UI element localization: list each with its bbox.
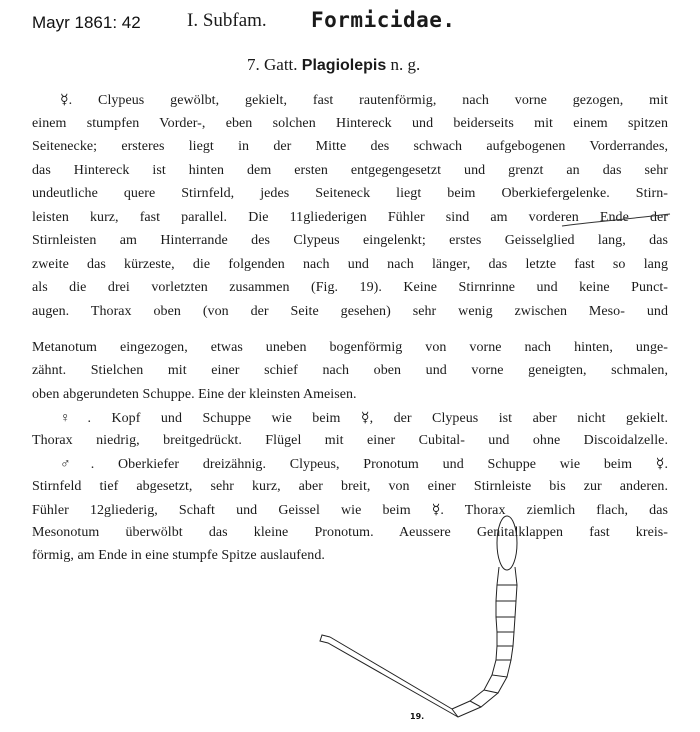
text-line: augen. Thorax oben (von der Seite gesehen) sehr wenig zwischen Meso- und xyxy=(32,304,668,319)
genus-heading xyxy=(247,55,420,75)
handwritten-underline xyxy=(560,210,672,230)
antenna-scape xyxy=(320,635,458,717)
antenna-segment xyxy=(484,675,507,693)
genus-suffix: n. g. xyxy=(390,55,421,74)
text-line: Mesonotum überwölbt das kleine Pronotum. Aeussere Genitalklappen fast kreis- xyxy=(32,525,668,540)
text-line: leisten kurz, fast parallel. Die 11gliederigen Fühler sind am vorderen Ende der xyxy=(32,210,668,225)
text-line: zähnt. Stielchen mit einer schief nach oben und vorne geneigten, schmalen, xyxy=(32,363,668,378)
text-line: Stirnfeld tief abgesetzt, sehr kurz, aber breit, von einer Stirnleiste bis zur anderen. xyxy=(32,479,668,494)
text-line: ♀. Kopf und Schuppe wie beim ☿, der Clypeus ist aber nicht gekielt. xyxy=(60,411,668,426)
family-title: Formicidae. xyxy=(311,8,456,32)
text-line: Seitenecke; ersteres liegt in der Mitte des schwach aufgebogenen Vorderrandes, xyxy=(32,139,668,154)
text-line: das Hintereck ist hinten dem ersten entgegengesetzt und grenzt an das sehr xyxy=(32,163,668,178)
text-line: oben abgerundeten Schuppe. Eine der kleinsten Ameisen. xyxy=(32,387,357,402)
text-line: zweite das kürzeste, die folgenden nach und nach länger, das letzte fast so lang xyxy=(32,257,668,272)
antenna-segment xyxy=(496,601,516,617)
antenna-figure xyxy=(300,515,530,730)
text-line: als die drei vorletzten zusammen (Fig. 19). Keine Stirnrinne und keine Punct- xyxy=(32,280,668,295)
antenna-segment xyxy=(497,632,514,646)
text-line: undeutliche quere Stirnfeld, jedes Seiteneck liegt beim Oberkiefergelenke. Stirn- xyxy=(32,186,668,201)
citation-label: Mayr 1861: 42 xyxy=(32,13,141,32)
text-line: Thorax niedrig, breitgedrückt. Flügel mit einer Cubital- und ohne Discoidalzelle. xyxy=(32,433,668,448)
genus-prefix: 7. Gatt. xyxy=(247,55,298,74)
figure-label: 19. xyxy=(410,712,425,721)
text-line: einem stumpfen Vorder-, eben solchen Hintereck und beiderseits mit einem spitzen xyxy=(32,116,668,131)
antenna-segment xyxy=(496,617,515,632)
subfamily-label: I. Subfam. xyxy=(187,10,267,31)
antenna-club-segment xyxy=(497,516,517,570)
antenna-segment xyxy=(496,646,513,660)
text-line: Metanotum eingezogen, etwas uneben bogenförmig von vorne nach hinten, unge- xyxy=(32,340,668,355)
antenna-segment xyxy=(496,585,517,601)
antenna-segment xyxy=(452,701,481,717)
text-line: ☿. Clypeus gewölbt, gekielt, fast rautenförmig, nach vorne gezogen, mit xyxy=(60,93,668,108)
text-line: förmig, am Ende in eine stumpfe Spitze auslaufend. xyxy=(32,548,325,563)
text-line: Fühler 12gliederig, Schaft und Geissel wie beim ☿. Thorax ziemlich flach, das xyxy=(32,503,668,518)
text-line: Stirnleisten am Hinterrande des Clypeus eingelenkt; erstes Geisselglied lang, das xyxy=(32,233,668,248)
genus-name: Plagiolepis xyxy=(301,57,387,74)
text-line: ♂. Oberkiefer dreizähnig. Clypeus, Pronotum und Schuppe wie beim ☿. xyxy=(60,457,668,472)
antenna-segment xyxy=(492,660,511,677)
